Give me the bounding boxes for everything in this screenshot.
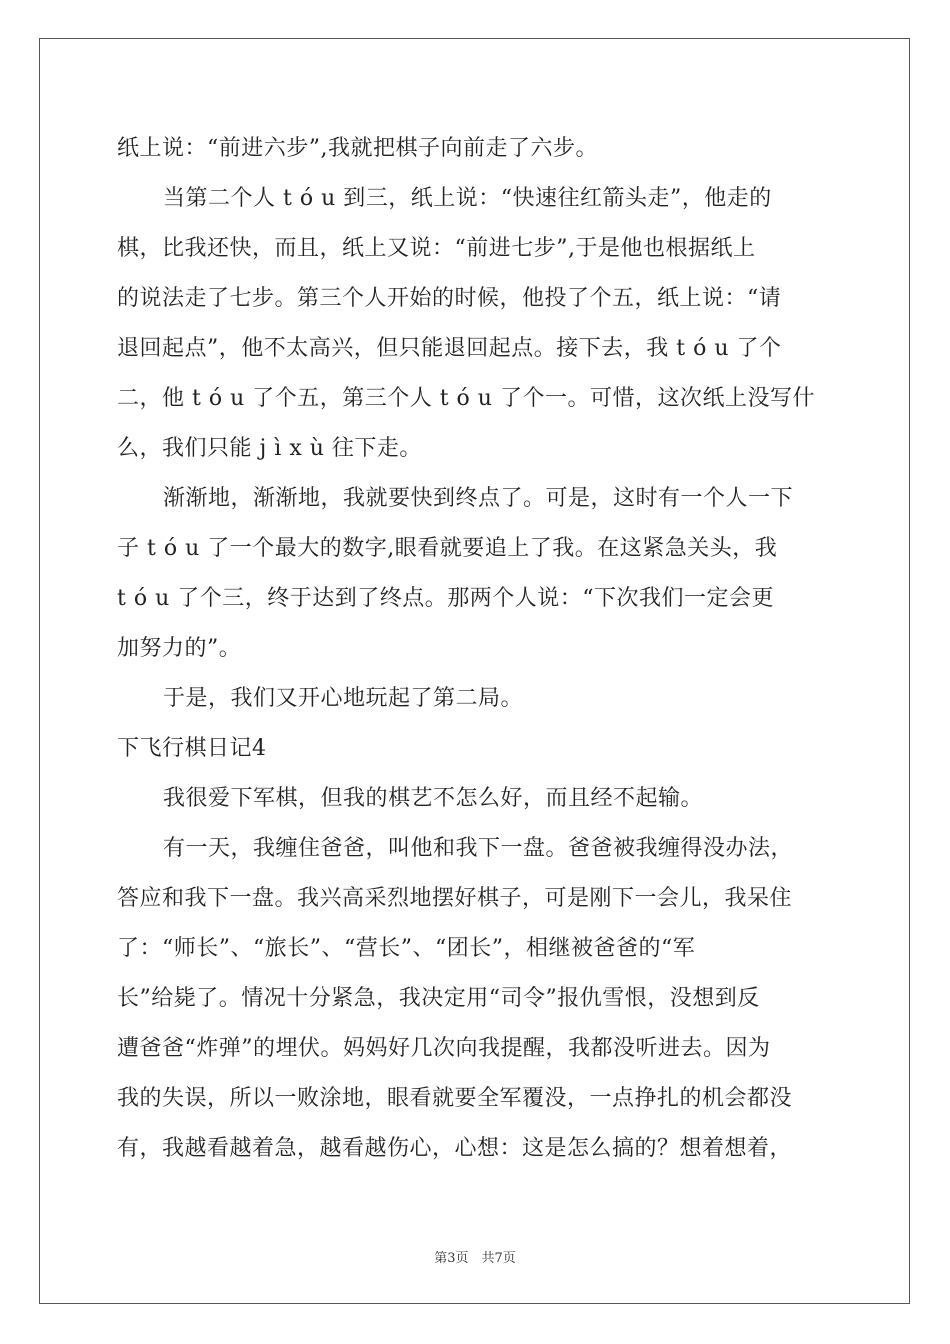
text-line: 棋，比我还快，而且，纸上又说：“前进七步”,于是他也根据纸上: [117, 236, 756, 261]
paragraph-start: 于是，我们又开心地玩起了第二局。: [163, 686, 524, 711]
text-line: 的说法走了七步。第三个人开始的时候，他投了个五，纸上说：“请: [117, 286, 782, 311]
text-line: 加努力的”。: [117, 636, 242, 661]
text-line: 退回起点”，他不太高兴，但只能退回起点。接下去，我 t ó u 了个: [117, 336, 782, 361]
text-line: 有，我越看越着急，越看越伤心，心想：这是怎么搞的？想着想着，: [117, 1136, 793, 1161]
document-body: [117, 124, 837, 1174]
text-line: 长”给毙了。情况十分紧急，我决定用“司令”报仇雪恨，没想到反: [117, 986, 760, 1011]
text-line: 子 t ó u 了一个最大的数字,眼看就要追上了我。在这紧急关头，我: [117, 536, 778, 561]
paragraph-start: 渐渐地，渐渐地，我就要快到终点了。可是，这时有一个人一下: [163, 486, 794, 511]
paragraph-start: 有一天，我缠住爸爸，叫他和我下一盘。爸爸被我缠得没办法，: [163, 836, 794, 861]
text-line: 了：“师长”、“旅长”、“营长”、“团长”，相继被爸爸的“军: [117, 936, 696, 961]
text-line: 我的失误，所以一败涂地，眼看就要全军覆没，一点挣扎的机会都没: [117, 1086, 793, 1111]
text-line: t ó u 了个三，终于达到了终点。那两个人说：“下次我们一定会更: [117, 586, 774, 611]
text-line: 么，我们只能 j ì x ù 往下走。: [117, 436, 422, 461]
text-line: 二，他 t ó u 了个五，第三个人 t ó u 了个一。可惜，这次纸上没写什: [117, 386, 815, 411]
paragraph-start: 当第二个人 t ó u 到三，纸上说：“快速往红箭头走”，他走的: [163, 186, 772, 211]
page-number-footer: 第3页 共7页: [434, 1251, 516, 1266]
text-line: 遭爸爸“炸弹”的埋伏。妈妈好几次向我提醒，我都没听进去。因为: [117, 1036, 771, 1061]
text-line: 答应和我下一盘。我兴高采烈地摆好棋子，可是刚下一会儿，我呆住: [117, 886, 793, 911]
section-heading: 下飞行棋日记4: [117, 736, 267, 761]
text-line: 纸上说：“前进六步”,我就把棋子向前走了六步。: [117, 136, 598, 161]
paragraph-start: 我很爱下军棋，但我的棋艺不怎么好，而且经不起输。: [163, 786, 704, 811]
